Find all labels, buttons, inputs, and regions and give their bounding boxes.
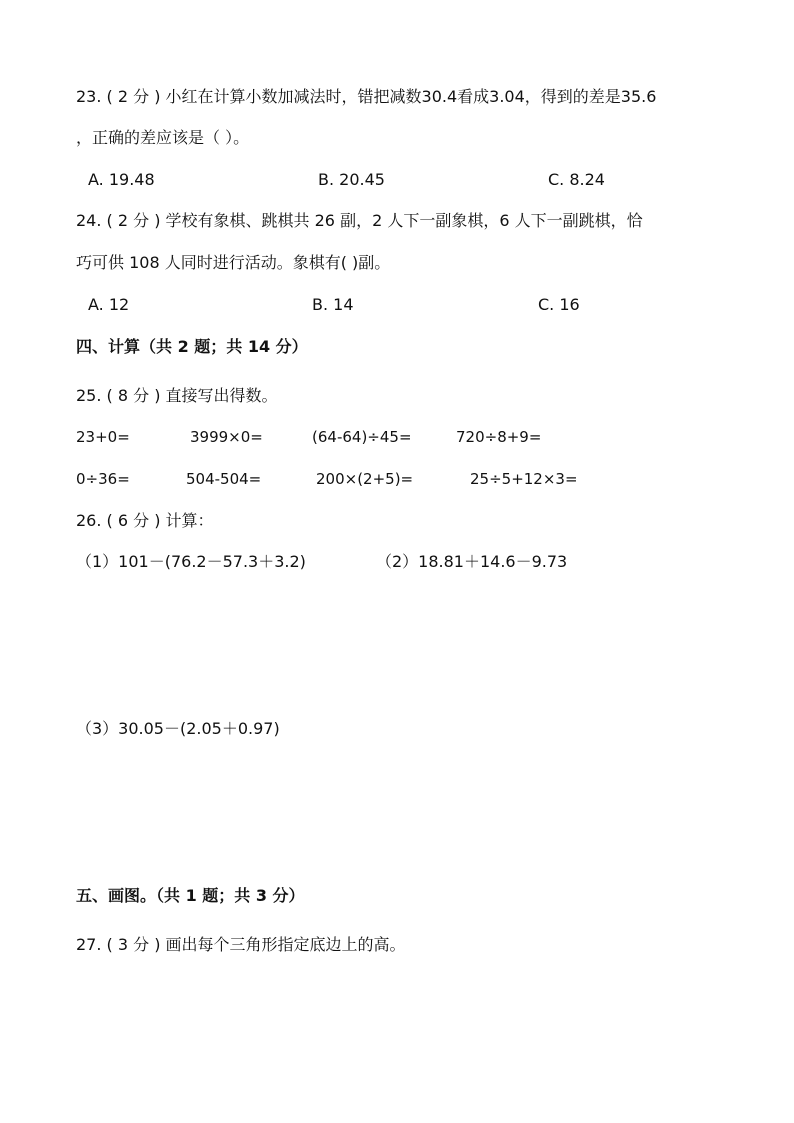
q27-stem: 27. ( 3 分 ) 画出每个三角形指定底边上的高。 [76, 935, 406, 954]
q23-stem-line2: ，正确的差应该是（ ）。 [76, 128, 250, 147]
q25-item: 3999×0= [190, 428, 263, 446]
q25-item: (64-64)÷45= [312, 428, 412, 446]
q23-option-b[interactable]: B. 20.45 [318, 170, 385, 189]
q25-item: 25÷5+12×3= [470, 470, 578, 488]
section-5-title: 五、画图。（共 1 题；共 3 分） [76, 886, 305, 905]
q25-item: 0÷36= [76, 470, 130, 488]
q23-option-c[interactable]: C. 8.24 [548, 170, 605, 189]
q24-option-b[interactable]: B. 14 [312, 295, 354, 314]
q25-item: 720÷8+9= [456, 428, 542, 446]
q25-item: 23+0= [76, 428, 130, 446]
q23-stem-line1: 23. ( 2 分 ) 小红在计算小数加减法时，错把减数30.4看成3.04，得到的差是35.6 [76, 87, 657, 106]
q26-part-3: （3）30.05－(2.05＋0.97) [76, 719, 280, 738]
q26-part-1: （1）101－(76.2－57.3＋3.2) [76, 552, 306, 571]
q26-stem: 26. ( 6 分 ) 计算： [76, 511, 214, 530]
q24-option-c[interactable]: C. 16 [538, 295, 580, 314]
q26-part-2: （2）18.81＋14.6－9.73 [376, 552, 568, 571]
q25-stem: 25. ( 8 分 ) 直接写出得数。 [76, 386, 278, 405]
q24-stem-line2: 巧可供 108 人同时进行活动。象棋有( )副。 [76, 253, 391, 272]
q25-item: 200×(2+5)= [316, 470, 414, 488]
q25-item: 504-504= [186, 470, 262, 488]
q23-option-a[interactable]: A. 19.48 [88, 170, 155, 189]
section-4-title: 四、计算（共 2 题；共 14 分） [76, 337, 308, 356]
q24-stem-line1: 24. ( 2 分 ) 学校有象棋、跳棋共 26 副，2 人下一副象棋，6 人下一副跳棋，恰 [76, 211, 643, 230]
q24-option-a[interactable]: A. 12 [88, 295, 130, 314]
